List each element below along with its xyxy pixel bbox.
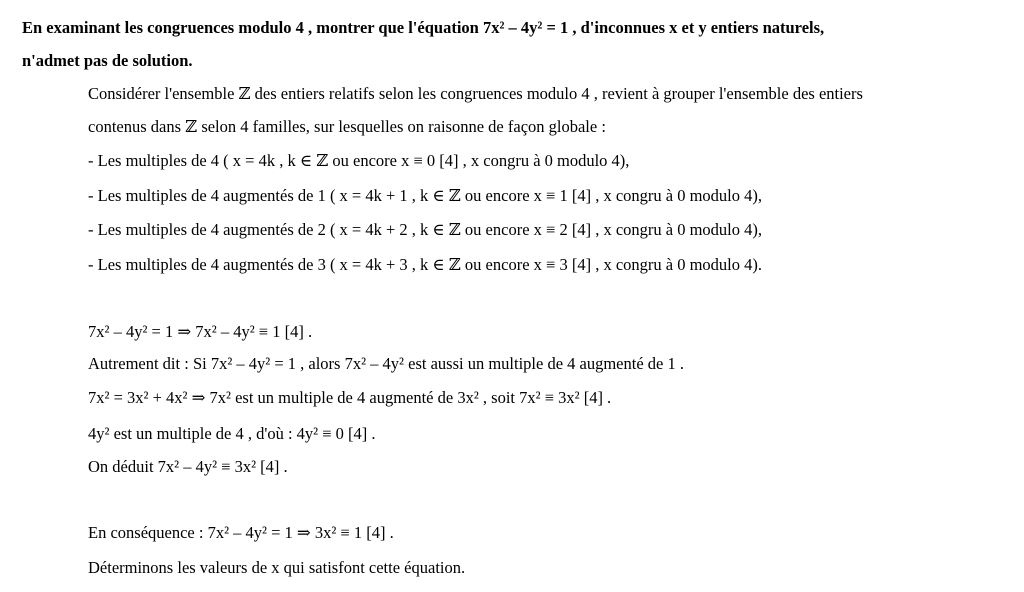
determine-line: Déterminons les valeurs de x qui satisfont cette équation. xyxy=(88,558,466,577)
autrement-dit-line: Autrement dit : Si 7x² – 4y² = 1 , alors 7x² – 4y² est aussi un multiple de 4 augmenté de 1 . xyxy=(88,354,684,373)
congruence-implication: 7x² – 4y² = 1 ⇒ 7x² – 4y² ≡ 1 [4] . xyxy=(88,322,313,341)
exercise-statement-line-1: En examinant les congruences modulo 4 , montrer que l'équation 7x² – 4y² = 1 , d'inconnues x et y entiers naturels, xyxy=(22,18,825,37)
multiple-line: 4y² est un multiple de 4 , d'où : 4y² ≡ 0 [4] . xyxy=(88,424,376,443)
paragraph-line-2: contenus dans ℤ selon 4 familles, sur lesquelles on raisonne de façon globale : xyxy=(88,117,606,136)
decomposition-line: 7x² = 3x² + 4x² ⇒ 7x² est un multiple de 4 augmenté de 3x² , soit 7x² ≡ 3x² [4] . xyxy=(88,388,612,407)
family-line-1: - Les multiples de 4 augmentés de 1 ( x = 4k + 1 , k ∈ ℤ ou encore x ≡ 1 [4] , x congru à 0 modulo 4), xyxy=(88,186,762,205)
exercise-statement-line-2: n'admet pas de solution. xyxy=(22,51,193,70)
family-line-3: - Les multiples de 4 augmentés de 3 ( x = 4k + 3 , k ∈ ℤ ou encore x ≡ 3 [4] , x congru à 0 modulo 4). xyxy=(88,255,762,274)
consequence-line: En conséquence : 7x² – 4y² = 1 ⇒ 3x² ≡ 1 [4] . xyxy=(88,523,394,542)
family-line-0: - Les multiples de 4 ( x = 4k , k ∈ ℤ ou encore x ≡ 0 [4] , x congru à 0 modulo 4), xyxy=(88,151,630,170)
paragraph-line-1: Considérer l'ensemble ℤ des entiers relatifs selon les congruences modulo 4 , revient à grouper l'ensemble des entiers xyxy=(88,84,863,103)
deduction-line: On déduit 7x² – 4y² ≡ 3x² [4] . xyxy=(88,457,288,476)
family-line-2: - Les multiples de 4 augmentés de 2 ( x = 4k + 2 , k ∈ ℤ ou encore x ≡ 2 [4] , x congru à 0 modulo 4), xyxy=(88,220,762,239)
